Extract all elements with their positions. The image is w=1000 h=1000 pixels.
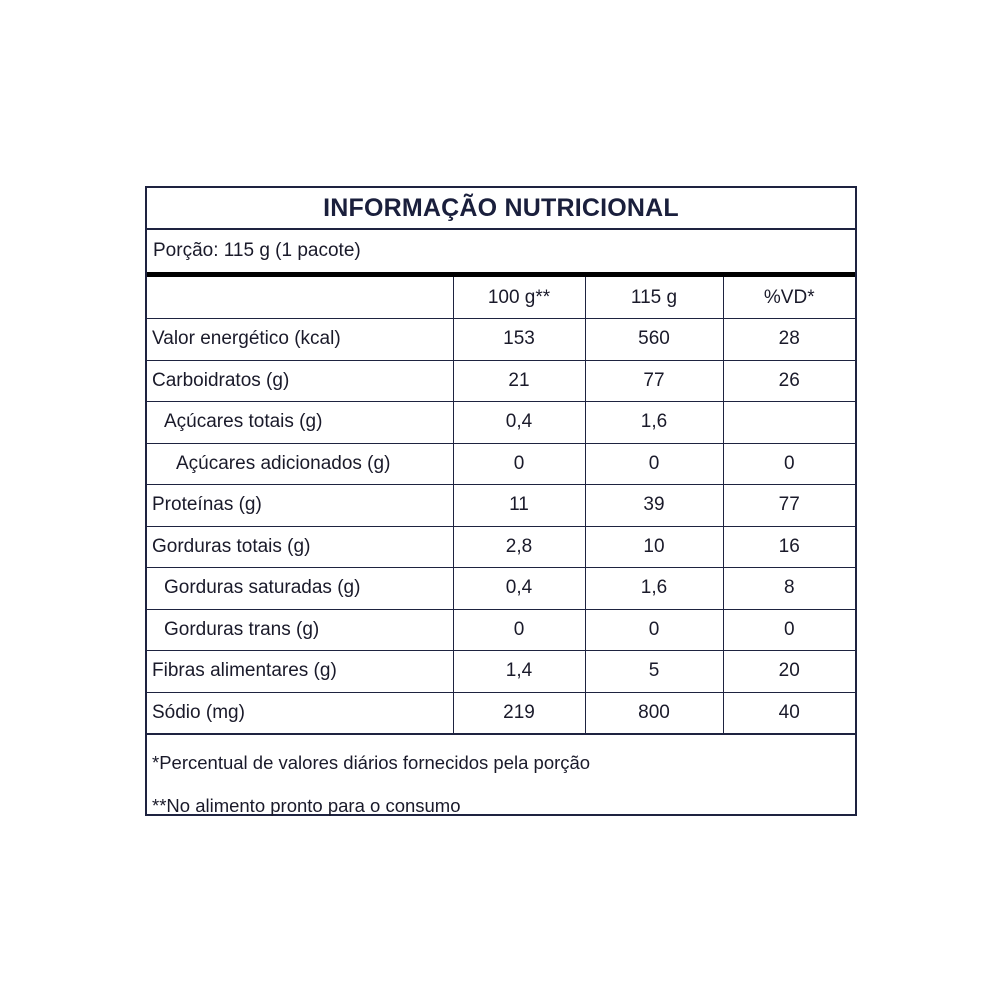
header-label-cell [147,277,453,319]
value-vd: 20 [723,651,855,693]
footnote-vd: *Percentual de valores diários fornecidos pela porção [152,752,591,773]
table-row [147,526,855,568]
nutrition-facts-panel [145,186,857,816]
nutrient-label: Fibras alimentares (g) [147,651,453,693]
value-per100: 153 [453,319,585,361]
value-per100: 0,4 [453,402,585,444]
table-row [147,402,855,444]
nutrient-label: Açúcares totais (g) [147,402,453,444]
value-vd: 40 [723,692,855,734]
table-row [147,319,855,361]
nutrition-title: INFORMAÇÃO NUTRICIONAL [147,188,855,230]
portion-size: Porção: 115 g (1 pacote) [153,240,361,261]
nutrient-label: Carboidratos (g) [147,360,453,402]
value-per100: 0 [453,609,585,651]
value-per100: 1,4 [453,651,585,693]
footnotes [147,734,855,827]
footnote-ready-to-eat: **No alimento pronto para o consumo [152,795,461,816]
value-vd: 0 [723,609,855,651]
value-per-portion: 0 [585,443,723,485]
nutrient-label: Gorduras totais (g) [147,526,453,568]
value-vd: 8 [723,568,855,610]
table-row [147,443,855,485]
header-per-portion: 115 g [585,277,723,319]
table-row [147,568,855,610]
value-per100: 0,4 [453,568,585,610]
value-per-portion: 10 [585,526,723,568]
nutrient-label: Proteínas (g) [147,485,453,527]
nutrient-label: Gorduras trans (g) [147,609,453,651]
value-per-portion: 1,6 [585,568,723,610]
table-row [147,485,855,527]
header-vd: %VD* [723,277,855,319]
value-per-portion: 560 [585,319,723,361]
value-vd: 16 [723,526,855,568]
nutrient-label: Açúcares adicionados (g) [147,443,453,485]
value-vd: 77 [723,485,855,527]
value-vd [723,402,855,444]
value-per100: 21 [453,360,585,402]
value-vd: 26 [723,360,855,402]
value-per-portion: 5 [585,651,723,693]
table-header-row [147,277,855,319]
value-per-portion: 0 [585,609,723,651]
table-row [147,651,855,693]
value-vd: 28 [723,319,855,361]
value-per-portion: 800 [585,692,723,734]
value-per100: 0 [453,443,585,485]
nutrition-table [147,277,855,734]
value-per-portion: 77 [585,360,723,402]
value-per100: 2,8 [453,526,585,568]
table-row [147,692,855,734]
value-per-portion: 1,6 [585,402,723,444]
table-row [147,360,855,402]
value-per100: 219 [453,692,585,734]
table-row [147,609,855,651]
nutrient-label: Valor energético (kcal) [147,319,453,361]
header-per100: 100 g** [453,277,585,319]
nutrient-label: Gorduras saturadas (g) [147,568,453,610]
value-per-portion: 39 [585,485,723,527]
value-per100: 11 [453,485,585,527]
nutrient-label: Sódio (mg) [147,692,453,734]
value-vd: 0 [723,443,855,485]
